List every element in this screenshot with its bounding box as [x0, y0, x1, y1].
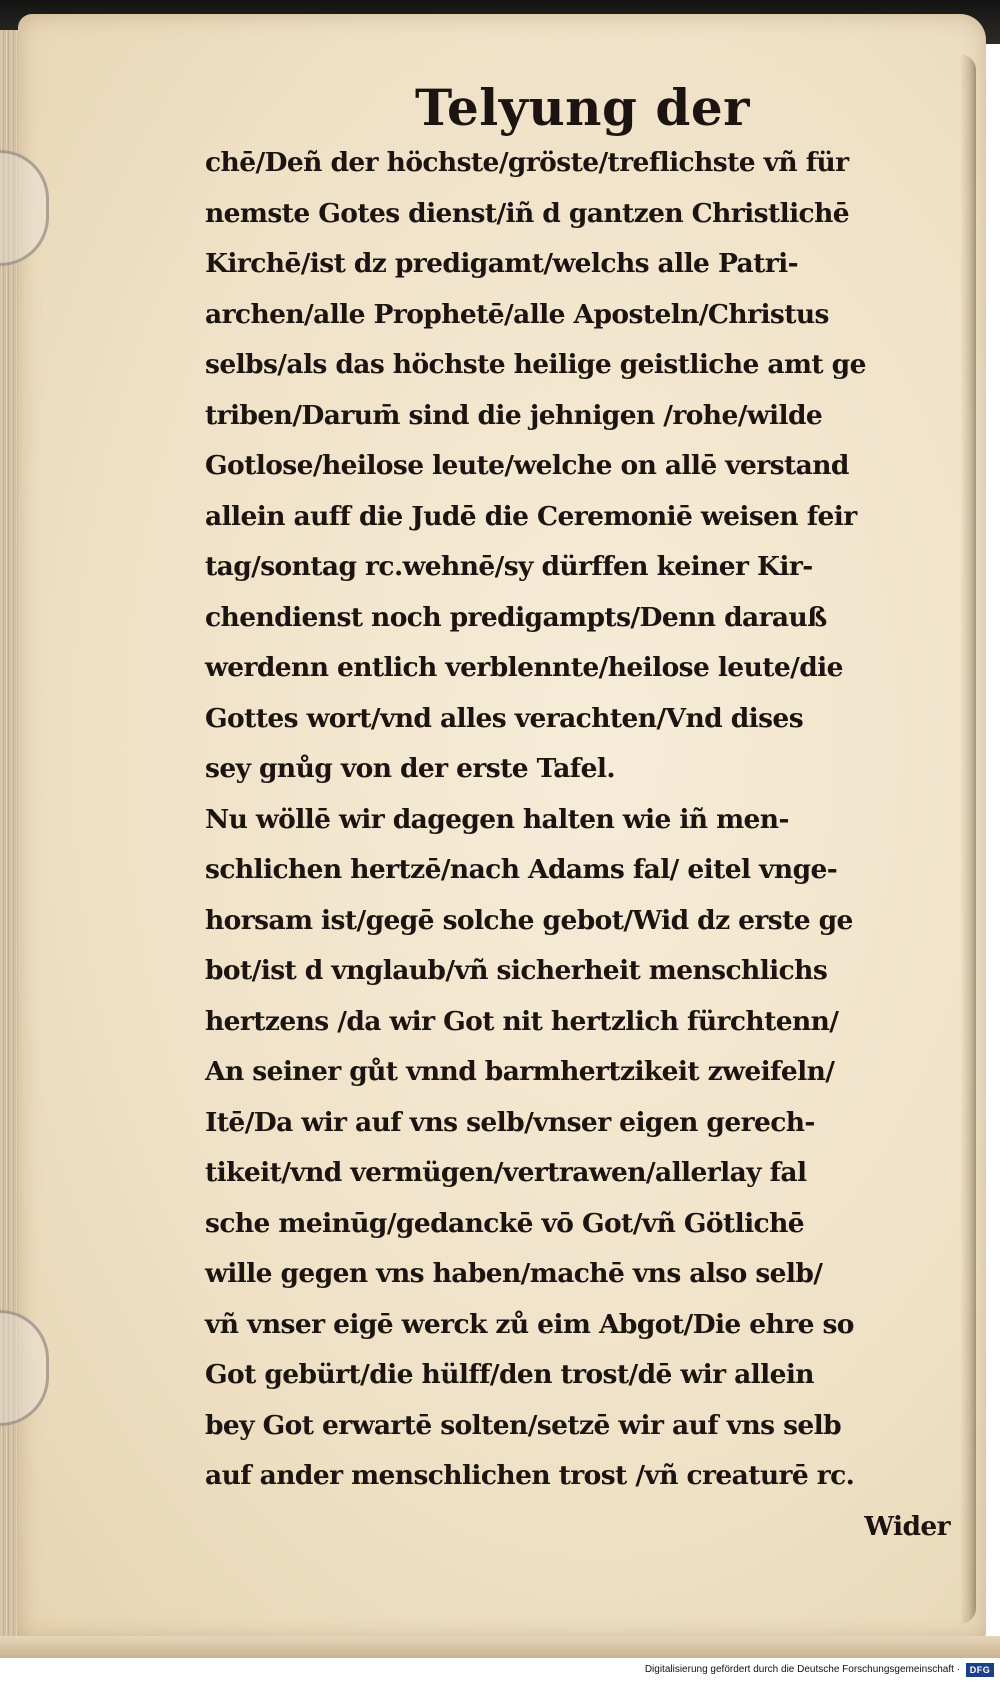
text-line: wille gegen vns haben/machē vns also selb/ — [205, 1258, 823, 1289]
text-line: triben/Darum̄ sind die jehnigen /rohe/wilde — [205, 399, 823, 431]
text-line: chendienst noch predigampts/Denn darauß — [205, 601, 827, 633]
text-line: tag/sontag rc.wehnē/sy dürffen keiner Kir- — [205, 551, 813, 582]
text-line: auf ander menschlichen trost /vñ creaturē rc. — [205, 1460, 855, 1491]
dfg-logo: DFG — [966, 1663, 994, 1677]
catchword: Wider — [864, 1510, 950, 1542]
text-line: werdenn entlich verblennte/heilose leute/die — [205, 652, 843, 683]
book-bottom-edge — [0, 1636, 1000, 1658]
text-line: nemste Gotes dienst/iñ d gantzen Christlichē — [205, 197, 849, 229]
text-line: Nu wöllē wir dagegen halten wie iñ men- — [205, 803, 789, 835]
page-gutter-shadow — [960, 54, 976, 1624]
text-line: Gotlose/heilose leute/welche on allē verstand — [205, 450, 849, 481]
text-line: bey Got erwartē solten/setzē wir auf vns selb — [205, 1409, 842, 1441]
text-line: chē/Deñ der höchste/gröste/treflichste vñ für — [205, 147, 849, 178]
text-line: allein auff die Judē die Ceremoniē weisen feir — [205, 500, 857, 532]
text-line: Gottes wort/vnd alles verachten/Vnd dises — [205, 702, 804, 734]
page-text-block — [205, 78, 950, 1552]
text-line: An seiner gůt vnnd barmhertzikeit zweifeln/ — [205, 1056, 835, 1087]
text-line: Got gebürt/die hülff/den trost/dē wir allein — [205, 1359, 814, 1390]
text-line: Kirchē/ist dz predigamt/welchs alle Patri- — [205, 248, 798, 279]
text-line: horsam ist/gegē solche gebot/Wid dz erste ge — [205, 904, 853, 936]
text-line: vñ vnser eigē werck zů eim Abgot/Die ehre so — [205, 1308, 854, 1340]
digitization-footer — [0, 1660, 1000, 1683]
text-line: schlichen hertzē/nach Adams fal/ eitel vnge- — [205, 854, 838, 885]
text-line: tikeit/vnd vermügen/vertrawen/allerlay fal — [205, 1157, 807, 1188]
text-line: Itē/Da wir auf vns selb/vnser eigen gerech- — [205, 1106, 815, 1138]
text-line: sey gnůg von der erste Tafel. — [205, 753, 615, 784]
funding-credit: Digitalisierung gefördert durch die Deutsche Forschungsgemeinschaft · — [644, 1664, 960, 1675]
text-line: selbs/als das höchste heilige geistliche amt ge — [205, 349, 866, 380]
text-line: bot/ist d vnglaub/vñ sicherheit menschlichs — [205, 955, 828, 986]
text-line: archen/alle Prophetē/alle Aposteln/Christus — [205, 298, 829, 330]
text-line: hertzens /da wir Got nit hertzlich fürchtenn/ — [205, 1005, 839, 1037]
running-title: Telyung der — [414, 78, 751, 137]
text-line: sche meinūg/gedanckē vō Got/vñ Götlichē — [205, 1207, 805, 1239]
